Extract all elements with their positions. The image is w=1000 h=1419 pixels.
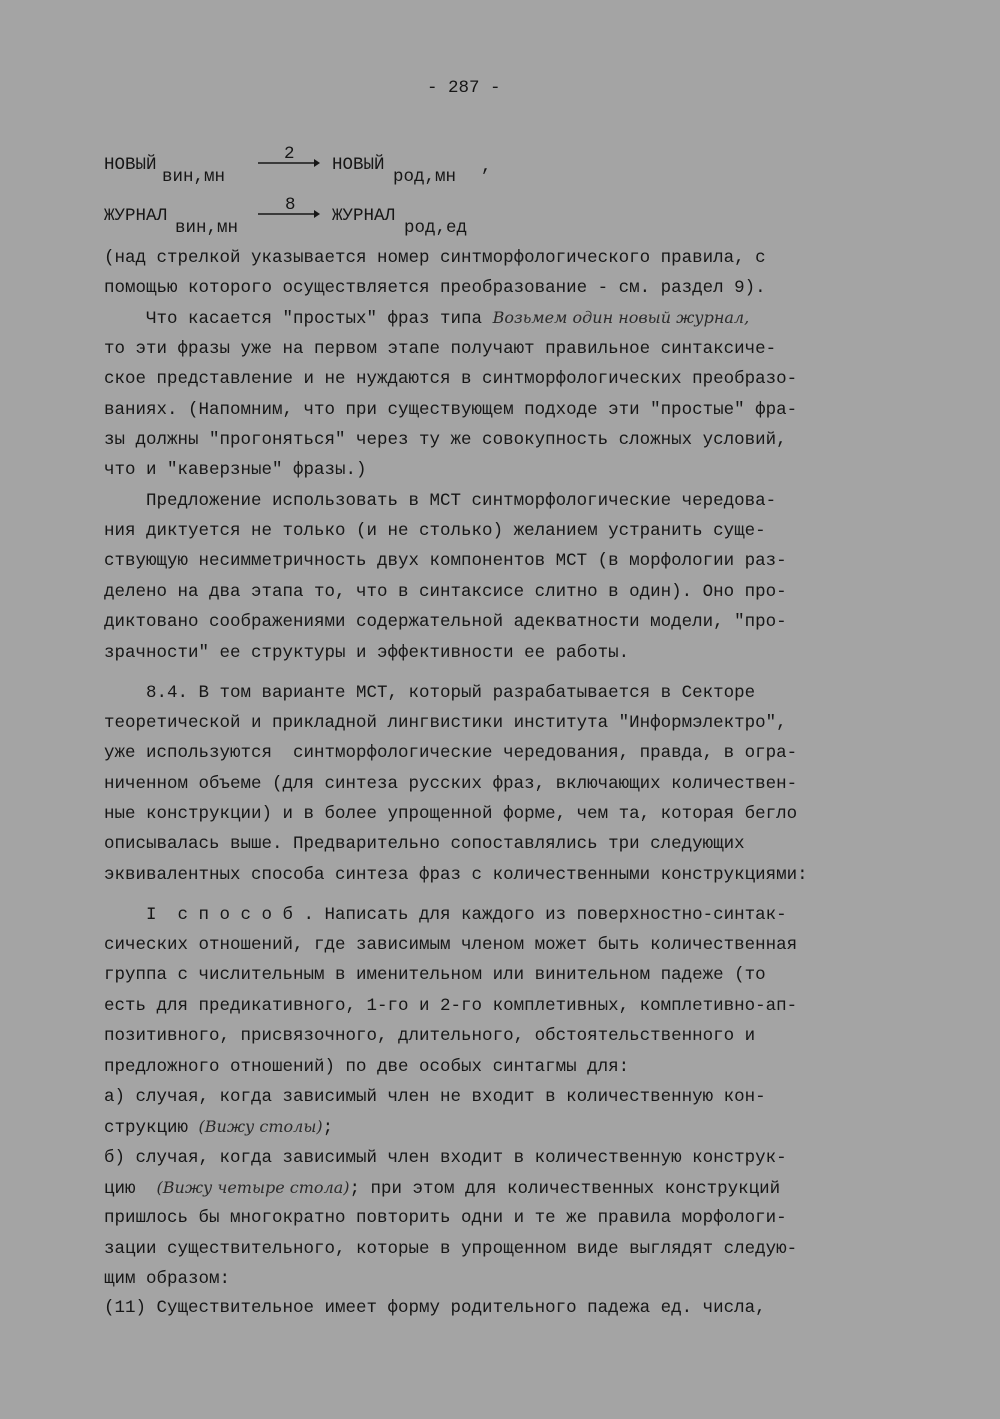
formula-rule-number: 2 bbox=[284, 144, 295, 164]
text-line: сических отношений, где зависимым членом может быть количественная bbox=[104, 935, 798, 955]
text-fragment: цию bbox=[104, 1179, 157, 1199]
text-line: (над стрелкой указывается номер синтморфологического правила, с bbox=[104, 248, 766, 268]
text-line-with-italic bbox=[104, 310, 749, 329]
text-line-with-italic bbox=[104, 1180, 780, 1199]
text-line: Предложение использовать в МСТ синтморфологические чередова- bbox=[104, 491, 777, 511]
text-line: делено на два этапа то, что в синтаксисе слитно в один). Оно про- bbox=[104, 582, 787, 602]
text-line: то эти фразы уже на первом этапе получают правильное синтаксиче- bbox=[104, 339, 777, 359]
text-line: ствующую несимметричность двух компонентов МСТ (в морфологии раз- bbox=[104, 551, 787, 571]
text-line: зрачности" ее структуры и эффективности ее работы. bbox=[104, 643, 630, 663]
text-line: уже используются синтморфологические чередования, правда, в огра- bbox=[104, 743, 798, 763]
italic-example: (Вижу четыре стола) bbox=[156, 1178, 350, 1197]
text-line: помощью которого осуществляется преобразование - см. раздел 9). bbox=[104, 278, 766, 298]
text-line: ния диктуется не только (и не столько) желанием устранить суще- bbox=[104, 521, 766, 541]
formula-subscript-to: род,мн bbox=[393, 167, 457, 187]
formula-word-from: НОВЫЙ bbox=[104, 155, 157, 175]
text-line: щим образом: bbox=[104, 1269, 231, 1289]
text-line: позитивного, присвязочного, длительного, обстоятельственного и bbox=[104, 1026, 756, 1046]
text-line: зы должны "прогоняться" через ту же совокупность сложных условий, bbox=[104, 430, 787, 450]
text-line: 8.4. В том варианте МСТ, который разрабатывается в Секторе bbox=[104, 683, 756, 703]
arrow-icon bbox=[256, 208, 322, 220]
text-line-with-italic bbox=[104, 1119, 333, 1138]
arrow-icon bbox=[256, 157, 322, 169]
formula-rule-number: 8 bbox=[285, 195, 296, 215]
text-fragment: ; при этом для количественных конструкций bbox=[349, 1179, 781, 1199]
text-line: I с п о с о б . Написать для каждого из поверхностно-синтак- bbox=[104, 905, 787, 925]
formula-subscript-from: вин,мн bbox=[162, 167, 226, 187]
formula-word-to: ЖУРНАЛ bbox=[332, 206, 396, 226]
text-line: ниченном объеме (для синтеза русских фраз, включающих количествен- bbox=[104, 774, 798, 794]
text-line: предложного отношений) по две особых синтагмы для: bbox=[104, 1057, 630, 1077]
page-number: - 287 - bbox=[427, 78, 501, 98]
text-line: теоретической и прикладной лингвистики института "Информэлектро", bbox=[104, 713, 787, 733]
text-line: б) случая, когда зависимый член входит в количественную конструк- bbox=[104, 1148, 787, 1168]
text-line: описывалась выше. Предварительно сопоставлялись три следующих bbox=[104, 834, 745, 854]
text-line: что и "каверзные" фразы.) bbox=[104, 460, 367, 480]
text-line: зации существительного, которые в упрощенном виде выглядят следую- bbox=[104, 1239, 798, 1259]
text-line: есть для предикативного, 1-го и 2-го комплетивных, комплетивно-ап- bbox=[104, 996, 798, 1016]
text-line: ные конструкции) и в более упрощенной форме, чем та, которая бегло bbox=[104, 804, 798, 824]
text-line: диктовано соображениями содержательной адекватности модели, "про- bbox=[104, 612, 787, 632]
formula-subscript-from: вин,мн bbox=[175, 218, 239, 238]
text-fragment: струкцию bbox=[104, 1118, 199, 1138]
text-line: группа с числительным в именительном или винительном падеже (то bbox=[104, 965, 766, 985]
formula-trailing-comma: , bbox=[481, 157, 492, 177]
text-line: (11) Существительное имеет форму родительного падежа ед. числа, bbox=[104, 1298, 766, 1318]
formula-word-from: ЖУРНАЛ bbox=[104, 206, 168, 226]
formula-subscript-to: род,ед bbox=[404, 218, 468, 238]
italic-example: Возьмем один новый журнал, bbox=[492, 308, 750, 327]
formula-word-to: НОВЫЙ bbox=[332, 155, 385, 175]
text-line: а) случая, когда зависимый член не входит в количественную кон- bbox=[104, 1087, 766, 1107]
text-line: эквивалентных способа синтеза фраз с количественными конструкциями: bbox=[104, 865, 808, 885]
italic-example: (Вижу столы) bbox=[198, 1117, 323, 1136]
text-fragment: ; bbox=[322, 1118, 334, 1138]
text-line: ское представление и не нуждаются в синтморфологических преобразо- bbox=[104, 369, 798, 389]
text-line: ваниях. (Напомним, что при существующем подходе эти "простые" фра- bbox=[104, 400, 798, 420]
text-fragment: Что касается "простых" фраз типа bbox=[104, 309, 493, 329]
text-line: пришлось бы многократно повторить одни и те же правила морфологи- bbox=[104, 1208, 787, 1228]
